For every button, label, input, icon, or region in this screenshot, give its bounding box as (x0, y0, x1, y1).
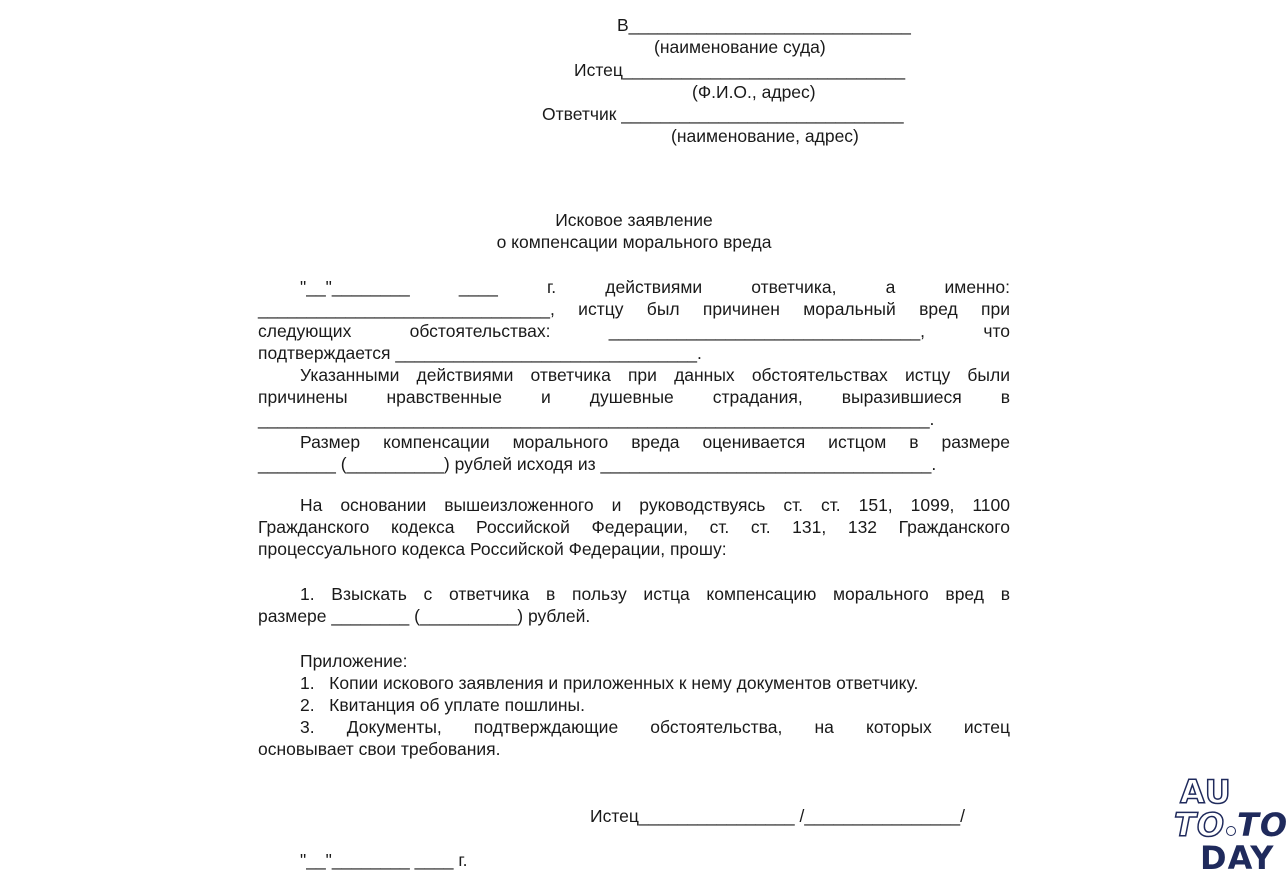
request-line-1: 1. Взыскать с ответчика в пользу истца компенсацию морального вред в (300, 584, 1010, 604)
logo-row-2-left: TO (1174, 806, 1226, 844)
paragraph-1-line-3: следующих обстоятельствах: ________________________________, что (258, 321, 1010, 341)
document-subtitle: о компенсации морального вреда (496, 232, 772, 252)
plaintiff-line: Истец_____________________________ (574, 60, 906, 80)
paragraph-2-line-2: причинены нравственные и душевные страдания, выразившиеся в (258, 387, 1010, 407)
autotoday-logo (1170, 773, 1288, 877)
paragraph-1-line-4: подтверждается _______________________________. (258, 343, 702, 363)
paragraph-4-line-3: процессуального кодекса Российской Федерации, прошу: (258, 539, 727, 559)
logo-dot-icon (1226, 826, 1236, 836)
paragraph-2-line-1: Указанными действиями ответчика при данных обстоятельствах истцу были (300, 365, 1010, 385)
signature-date: "__"________ ____ г. (300, 850, 468, 870)
paragraph-2-line-3: _____________________________________________________________________. (258, 409, 935, 429)
document-title: Исковое заявление (555, 210, 713, 230)
paragraph-3-line-2: ________ (__________) рублей исходя из __________________________________. (258, 454, 937, 474)
paragraph-4-line-2: Гражданского кодекса Российской Федерации, ст. ст. 131, 132 Гражданского (258, 517, 1010, 537)
defendant-caption: (наименование, адрес) (671, 126, 859, 146)
paragraph-1-line-2: ______________________________, истцу был причинен моральный вред при (258, 299, 1010, 319)
paragraph-1-line-1: "__"________ ____ г. действиями ответчика, а именно: (300, 277, 1010, 297)
paragraph-3-line-1: Размер компенсации морального вреда оценивается истцом в размере (300, 432, 1010, 452)
logo-row-2-right: TO (1237, 806, 1288, 844)
request-line-2: размере ________ (__________) рублей. (258, 606, 591, 626)
attachment-item-1: 1. Копии искового заявления и приложенных к нему документов ответчику. (300, 673, 919, 693)
attachment-item-3-line-1: 3. Документы, подтверждающие обстоятельства, на которых истец (300, 717, 1010, 737)
court-line: В_____________________________ (617, 15, 911, 35)
paragraph-4-line-1: На основании вышеизложенного и руководствуясь ст. ст. 151, 1099, 1100 (300, 495, 1010, 515)
logo-row-3: DAY (1200, 839, 1275, 877)
court-caption: (наименование суда) (654, 37, 826, 57)
signature-line: Истец________________ /________________/ (590, 806, 965, 826)
logo-row-2 (1174, 806, 1288, 844)
attachments-heading: Приложение: (300, 651, 408, 671)
plaintiff-caption: (Ф.И.О., адрес) (692, 82, 816, 102)
attachment-item-3-line-2: основывает свои требования. (258, 739, 501, 759)
defendant-line: Ответчик _____________________________ (542, 104, 904, 124)
logo-row-1: AU (1180, 773, 1232, 811)
attachment-item-2: 2. Квитанция об уплате пошлины. (300, 695, 585, 715)
